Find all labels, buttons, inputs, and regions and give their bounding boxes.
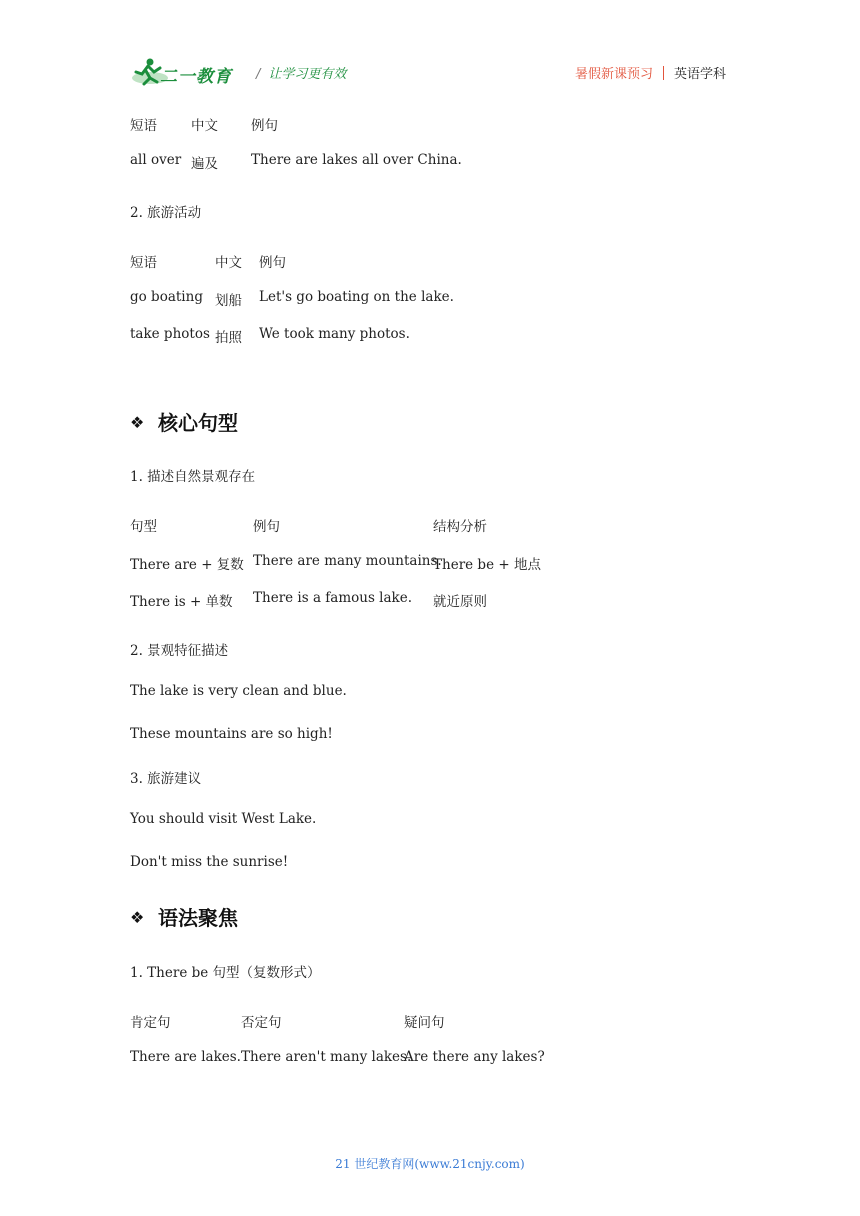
header-tags	[575, 63, 726, 82]
section-core-sentences	[130, 407, 238, 436]
logo-text: 二一教育	[160, 67, 232, 87]
table2-header-chinese: 中文	[215, 255, 242, 271]
table2-header-example: 例句	[259, 255, 286, 271]
diamond-bullet-icon: ❖	[130, 413, 145, 432]
table4-header-affirmative: 肯定句	[130, 1015, 171, 1031]
subheading-travel-advice: 3. 旅游建议	[130, 771, 202, 787]
example-sentence: The lake is very clean and blue.	[130, 683, 347, 699]
table2-cell-example: Let's go boating on the lake.	[259, 289, 454, 305]
table3-header-pattern: 句型	[130, 519, 157, 535]
table1-cell-chinese: 遍及	[191, 156, 218, 172]
table4-header-negative: 否定句	[241, 1015, 282, 1031]
section-title: 核心句型	[158, 411, 238, 435]
section-title: 语法聚焦	[158, 906, 238, 930]
tag-divider	[663, 66, 664, 80]
table2-cell-chinese: 拍照	[215, 330, 242, 346]
table2-cell-phrase: go boating	[130, 289, 203, 305]
table4-cell-negative: There aren't many lakes.	[241, 1049, 412, 1065]
table3-header-example: 例句	[253, 519, 280, 535]
example-sentence: These mountains are so high!	[130, 726, 333, 742]
table2-cell-chinese: 划船	[215, 293, 242, 309]
slogan: / 让学习更有效	[256, 67, 347, 82]
tag-summer-preview: 暑假新课预习	[574, 67, 653, 82]
table4-cell-question: Are there any lakes?	[404, 1049, 545, 1065]
table3-cell-pattern: There is + 单数	[130, 594, 233, 610]
table1-cell-example: There are lakes all over China.	[251, 152, 462, 168]
diamond-bullet-icon: ❖	[130, 908, 145, 927]
slogan-text: 让学习更有效	[268, 67, 347, 82]
table1-header-chinese: 中文	[191, 118, 218, 134]
table3-cell-analysis: There be + 地点	[433, 557, 541, 573]
table1-header-phrase: 短语	[130, 118, 157, 134]
table2-cell-example: We took many photos.	[259, 326, 410, 342]
example-sentence: You should visit West Lake.	[130, 811, 317, 827]
subheading-feature-description: 2. 景观特征描述	[130, 643, 229, 659]
table3-cell-pattern: There are + 复数	[130, 557, 244, 573]
table3-header-analysis: 结构分析	[433, 519, 487, 535]
table4-cell-affirmative: There are lakes.	[130, 1049, 241, 1065]
table1-cell-phrase: all over	[130, 152, 182, 168]
example-sentence: Don't miss the sunrise!	[130, 854, 289, 870]
page-footer[interactable]: 21 世纪教育网(www.21cnjy.com)	[335, 1157, 525, 1171]
table2-header-phrase: 短语	[130, 255, 157, 271]
tag-subject: 英语学科	[673, 67, 726, 82]
page-header	[130, 54, 726, 94]
table1-header-example: 例句	[251, 118, 278, 134]
table3-cell-example: There are many mountains.	[253, 553, 442, 569]
table4-header-question: 疑问句	[404, 1015, 445, 1031]
table2-cell-phrase: take photos	[130, 326, 210, 342]
subheading-there-be: 1. There be 句型（复数形式）	[130, 965, 321, 981]
section-grammar-focus	[130, 902, 238, 931]
subheading-describe-scenery: 1. 描述自然景观存在	[130, 469, 256, 485]
subheading-travel-activities: 2. 旅游活动	[130, 205, 202, 221]
table3-cell-example: There is a famous lake.	[253, 590, 413, 606]
table3-cell-analysis: 就近原则	[433, 594, 487, 610]
